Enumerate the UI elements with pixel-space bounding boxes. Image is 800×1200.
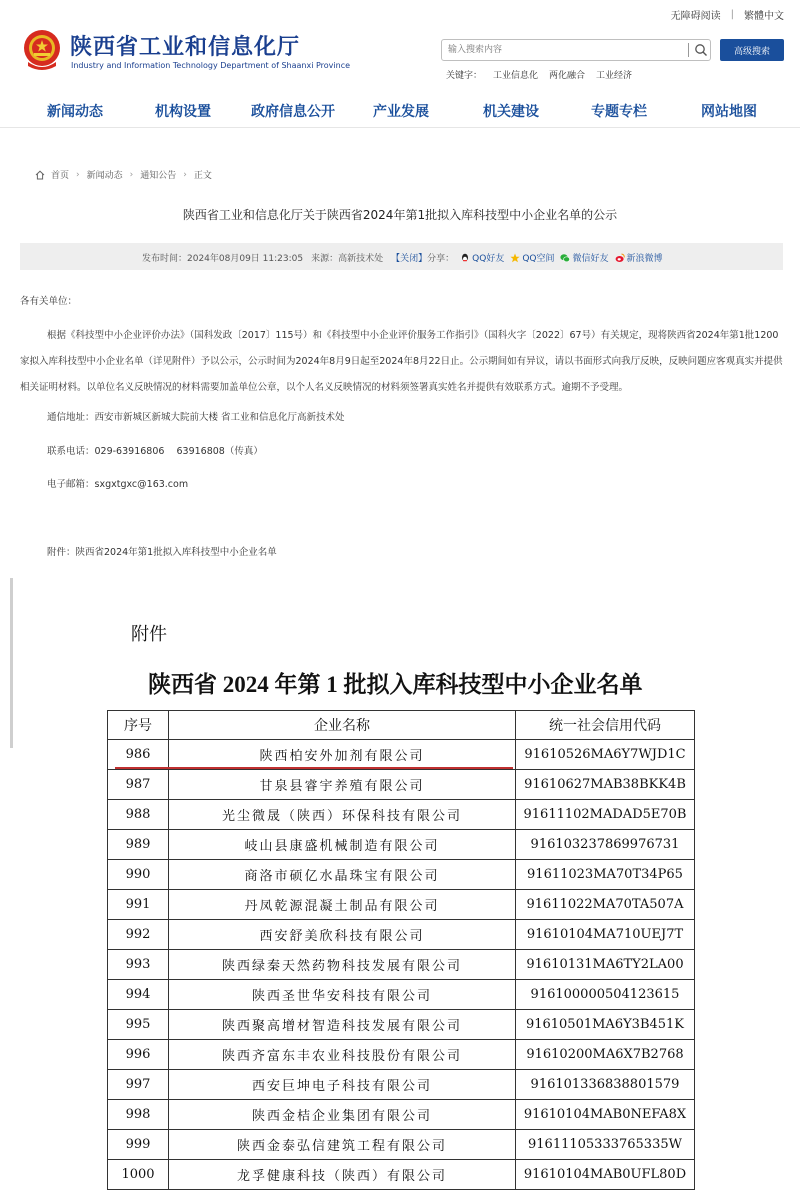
keyword-link[interactable]: 两化融合: [549, 71, 586, 81]
article-title: 陕西省工业和信息化厅关于陕西省2024年第1批拟入库科技型中小企业名单的公示: [182, 208, 618, 222]
article-source: 来源：高新技术处: [311, 254, 384, 264]
site-subtitle: Industry and Information Technology Department of Shaanxi Province: [71, 61, 351, 70]
breadcrumb-home[interactable]: 首页: [51, 171, 70, 181]
nav-item-news[interactable]: 新闻动态: [47, 104, 103, 120]
wechat-icon: [560, 253, 570, 263]
weibo-icon: [615, 253, 625, 263]
share-qq-friend-label: QQ好友: [472, 254, 505, 264]
row-number: 988: [108, 800, 169, 830]
company-name: 丹凤乾源混凝土制品有限公司: [169, 890, 516, 920]
breadcrumb-news[interactable]: 新闻动态: [86, 171, 123, 181]
share-wechat-label: 微信好友: [572, 254, 609, 264]
share-qzone[interactable]: [510, 251, 554, 264]
company-name: 陕西圣世华安科技有限公司: [169, 980, 516, 1010]
row-number: 998: [108, 1100, 169, 1130]
breadcrumb-separator: ›: [76, 169, 80, 180]
table-row: [108, 1130, 695, 1160]
search-box: [441, 39, 711, 61]
row-number: 996: [108, 1040, 169, 1070]
article-meta-bar: [20, 243, 783, 270]
table-row: [108, 1010, 695, 1040]
row-number: 990: [108, 860, 169, 890]
breadcrumb-separator: ›: [183, 169, 187, 180]
row-number: 994: [108, 980, 169, 1010]
credit-code: 91611022MA70TA507A: [516, 890, 695, 920]
company-name: 龙孚健康科技（陕西）有限公司: [169, 1160, 516, 1190]
national-emblem-logo[interactable]: [22, 26, 62, 74]
table-row: [108, 830, 695, 860]
table-header-row: [108, 711, 695, 740]
home-icon: [35, 170, 45, 180]
table-row: [108, 1040, 695, 1070]
company-name: 岐山县康盛机械制造有限公司: [169, 830, 516, 860]
top-links-divider: |: [730, 9, 734, 20]
contact-email: 电子邮箱：sxgxtgxc@163.com: [47, 479, 189, 490]
credit-code: 91611023MA70T34P65: [516, 860, 695, 890]
company-name: 西安巨坤电子科技有限公司: [169, 1070, 516, 1100]
traditional-chinese-link[interactable]: 繁體中文: [744, 11, 784, 22]
column-header-number: 序号: [108, 711, 169, 740]
breadcrumb-notices[interactable]: 通知公告: [140, 171, 177, 181]
enterprise-list-table: [107, 710, 695, 1190]
company-name: 陕西柏安外加剂有限公司: [169, 740, 516, 770]
credit-code: 916100000504123615: [516, 980, 695, 1010]
credit-code: 91610627MAB38BKK4B: [516, 770, 695, 800]
credit-code: 91610104MA710UEJ7T: [516, 920, 695, 950]
credit-code: 91610501MA6Y3B451K: [516, 1010, 695, 1040]
credit-code: 91610104MAB0NEFA8X: [516, 1100, 695, 1130]
company-name: 西安舒美欣科技有限公司: [169, 920, 516, 950]
row-number: 993: [108, 950, 169, 980]
share-qzone-label: QQ空间: [522, 254, 555, 264]
company-name: 陕西齐富东丰农业科技股份有限公司: [169, 1040, 516, 1070]
article-greeting: 各有关单位：: [20, 296, 78, 307]
close-link[interactable]: 【关闭】: [391, 254, 428, 264]
credit-code: 916103237869976731: [516, 830, 695, 860]
credit-code: 91611105333765335W: [516, 1130, 695, 1160]
nav-item-organization[interactable]: 机构设置: [155, 104, 211, 120]
credit-code: 916101336838801579: [516, 1070, 695, 1100]
share-weibo[interactable]: [615, 251, 663, 264]
publish-time: 发布时间：2024年08月09日 11:23:05: [142, 254, 304, 264]
table-row: [108, 980, 695, 1010]
breadcrumb: [35, 168, 212, 181]
table-row: [108, 950, 695, 980]
column-header-credit-code: 统一社会信用代码: [516, 711, 695, 740]
attachment-link[interactable]: 附件：陕西省2024年第1批拟入库科技型中小企业名单: [47, 547, 277, 558]
table-row: [108, 770, 695, 800]
top-links: [671, 7, 784, 22]
company-name: 陕西金泰弘信建筑工程有限公司: [169, 1130, 516, 1160]
main-nav: [0, 96, 800, 128]
article-paragraph: 根据《科技型中小企业评价办法》（国科发政〔2017〕115号）和《科技型中小企业评价服务工作指引》（国科火字〔2022〕67号）有关规定，现将陕西省2024年第1批1200家拟入库科技型中小企业名单（详见附件）予以公示，公示时间为2024年8月9日起至2024年8月22日止。公示期间如有异议，请以书面形式向我厅反映，反映问题应客观真实并提供相关证明材料。以单位名义反映情况的材料需要加盖单位公章，以个人名义反映情况的材料须签署真实姓名并提供有效联系方式。逾期不予受理。: [20, 330, 783, 393]
credit-code: 91610131MA6TY2LA00: [516, 950, 695, 980]
share-qq-friend[interactable]: [460, 251, 504, 264]
company-name: 陕西金桔企业集团有限公司: [169, 1100, 516, 1130]
accessibility-link[interactable]: 无障碍阅读: [670, 11, 721, 22]
keywords-label: 关键字：: [446, 71, 483, 81]
attachment-title: 陕西省 2024 年第 1 批拟入库科技型中小企业名单: [148, 672, 643, 697]
breadcrumb-current: 正文: [193, 171, 212, 181]
credit-code: 91610200MA6X7B2768: [516, 1040, 695, 1070]
share-label: 分享：: [427, 254, 455, 264]
credit-code: 91611102MADAD5E70B: [516, 800, 695, 830]
credit-code: 91610104MAB0UFL80D: [516, 1160, 695, 1190]
search-icon[interactable]: [694, 43, 708, 57]
company-name: 光尘微晟（陕西）环保科技有限公司: [169, 800, 516, 830]
company-name: 商洛市硕亿水晶珠宝有限公司: [169, 860, 516, 890]
top-bar: [0, 0, 800, 26]
row-number: 1000: [108, 1160, 169, 1190]
advanced-search-button[interactable]: 高级搜索: [720, 39, 784, 61]
row-number: 987: [108, 770, 169, 800]
site-title[interactable]: 陕西省工业和信息化厅: [70, 35, 301, 60]
company-name: 陕西聚高增材智造科技发展有限公司: [169, 1010, 516, 1040]
table-row: [108, 1070, 695, 1100]
nav-item-party-building[interactable]: 机关建设: [483, 104, 539, 120]
row-number: 991: [108, 890, 169, 920]
nav-item-topics[interactable]: 专题专栏: [591, 104, 647, 120]
search-divider: [688, 43, 689, 57]
search-keywords: [446, 68, 643, 81]
qzone-icon: [510, 253, 520, 263]
table-row: [108, 1160, 695, 1190]
company-name: 陕西绿秦天然药物科技发展有限公司: [169, 950, 516, 980]
share-weibo-label: 新浪微博: [626, 254, 663, 264]
row-number: 992: [108, 920, 169, 950]
attachment-heading: 附件: [131, 624, 167, 645]
table-row: [108, 740, 695, 770]
contact-phone: 联系电话：029-63916806 63916808（传真）: [47, 446, 263, 457]
qq-icon: [460, 253, 470, 263]
share-wechat[interactable]: [560, 251, 608, 264]
company-name: 甘泉县睿宇养殖有限公司: [169, 770, 516, 800]
highlight-underline: [115, 767, 513, 769]
nav-item-sitemap[interactable]: 网站地图: [701, 104, 757, 120]
keyword-link[interactable]: 工业信息化: [493, 71, 539, 81]
table-row: [108, 800, 695, 830]
credit-code: 91610526MA6Y7WJD1C: [516, 740, 695, 770]
row-number: 997: [108, 1070, 169, 1100]
table-row: [108, 920, 695, 950]
search-input[interactable]: [448, 42, 684, 58]
row-number: 995: [108, 1010, 169, 1040]
nav-item-gov-info[interactable]: 政府信息公开: [251, 104, 335, 120]
table-row: [108, 890, 695, 920]
nav-item-industry[interactable]: 产业发展: [373, 104, 429, 120]
contact-address: 通信地址：西安市新城区新城大院前大楼 省工业和信息化厅高新技术处: [47, 412, 345, 423]
row-number: 999: [108, 1130, 169, 1160]
column-header-company: 企业名称: [169, 711, 516, 740]
keyword-link[interactable]: 工业经济: [596, 71, 633, 81]
table-row: [108, 1100, 695, 1130]
row-number: 986: [108, 740, 169, 770]
breadcrumb-separator: ›: [129, 169, 134, 180]
attachment-image-edge: [10, 578, 13, 748]
table-row: [108, 860, 695, 890]
row-number: 989: [108, 830, 169, 860]
